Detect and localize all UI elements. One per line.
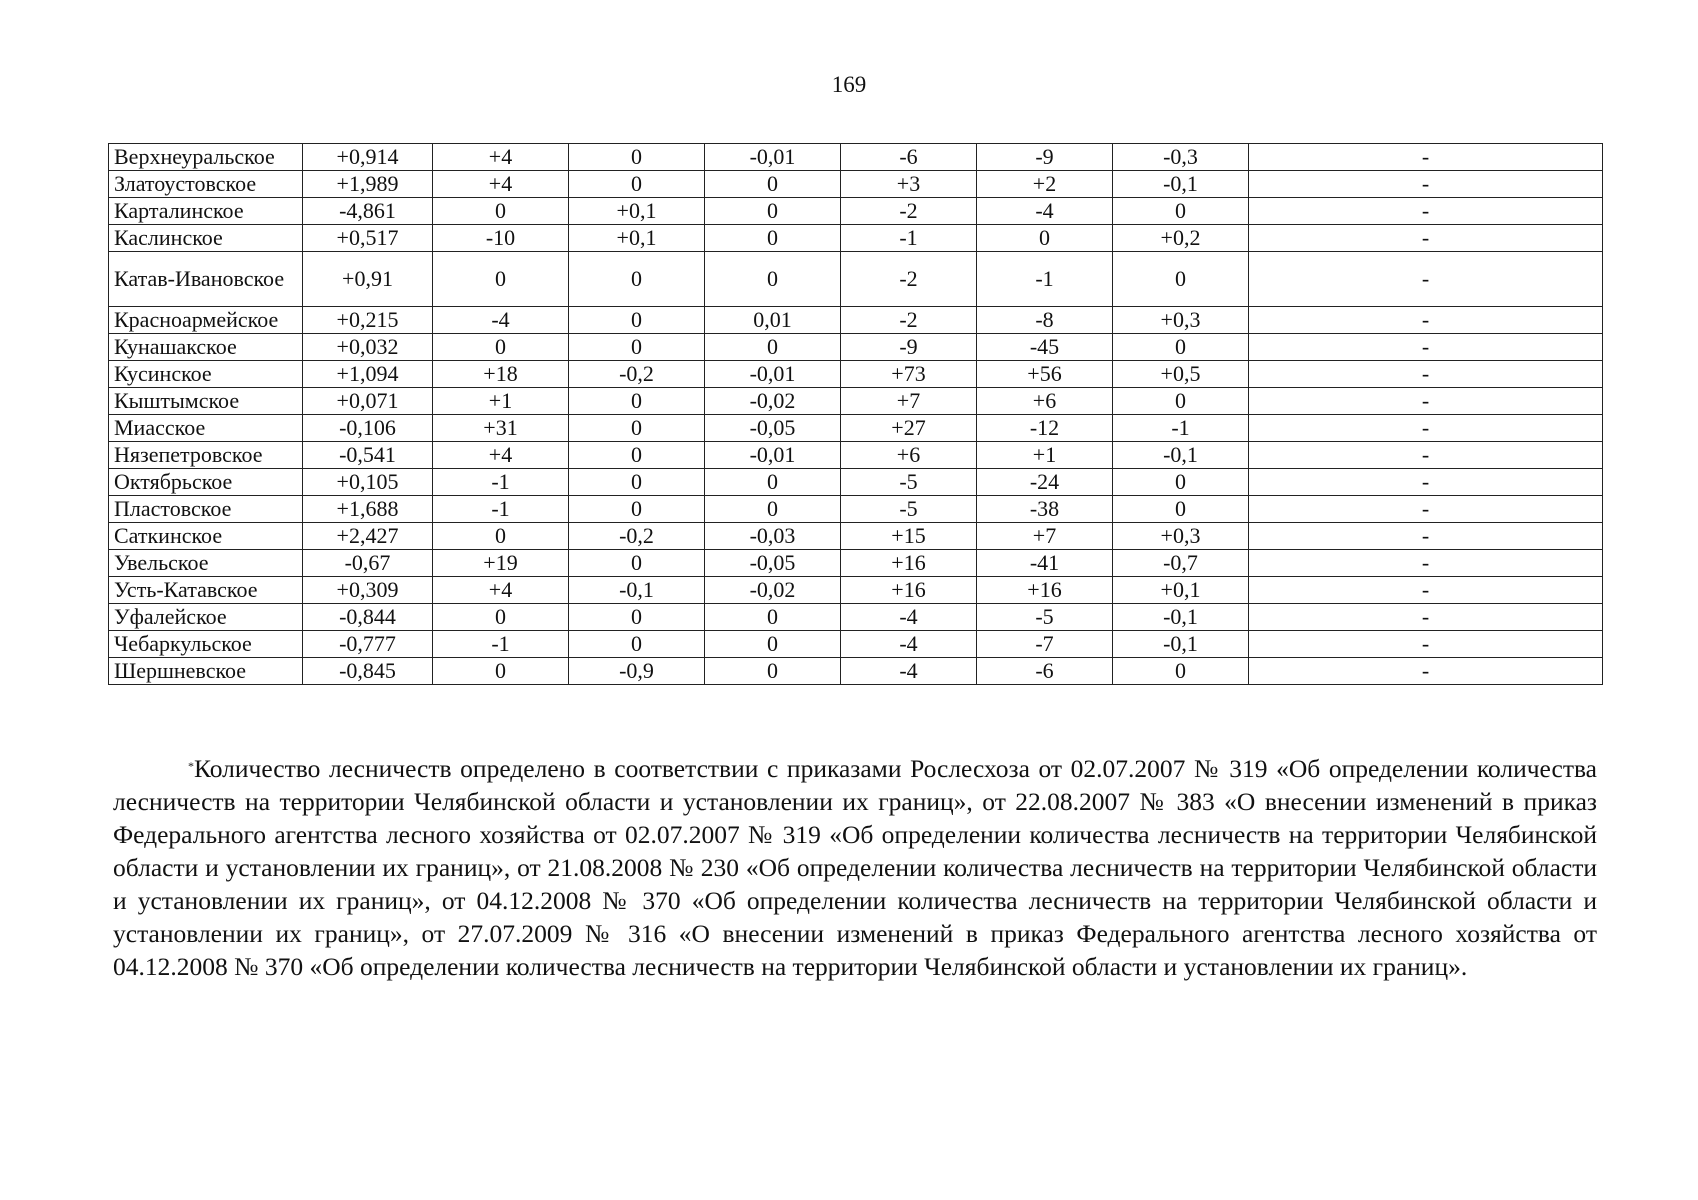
value-cell: 0,01	[705, 307, 841, 334]
forestry-name-cell: Кусинское	[109, 361, 303, 388]
value-cell: +73	[841, 361, 977, 388]
value-cell: +0,105	[303, 469, 433, 496]
value-cell: +27	[841, 415, 977, 442]
value-cell: -	[1249, 171, 1603, 198]
forestry-name-cell: Уфалейское	[109, 604, 303, 631]
value-cell: +0,3	[1113, 523, 1249, 550]
value-cell: 0	[569, 388, 705, 415]
value-cell: 0	[569, 171, 705, 198]
value-cell: 0	[569, 442, 705, 469]
table-row	[109, 550, 1603, 577]
value-cell: +6	[841, 442, 977, 469]
value-cell: -2	[841, 307, 977, 334]
table-row	[109, 415, 1603, 442]
value-cell: -6	[977, 658, 1113, 685]
value-cell: -1	[1113, 415, 1249, 442]
value-cell: -0,02	[705, 388, 841, 415]
value-cell: -4	[841, 658, 977, 685]
value-cell: -0,1	[569, 577, 705, 604]
value-cell: -0,3	[1113, 144, 1249, 171]
value-cell: -	[1249, 496, 1603, 523]
value-cell: -	[1249, 523, 1603, 550]
value-cell: 0	[1113, 334, 1249, 361]
value-cell: +1	[433, 388, 569, 415]
value-cell: -	[1249, 577, 1603, 604]
value-cell: 0	[569, 334, 705, 361]
value-cell: 0	[705, 469, 841, 496]
value-cell: -5	[977, 604, 1113, 631]
value-cell: -	[1249, 388, 1603, 415]
table-body	[109, 144, 1603, 685]
value-cell: -10	[433, 225, 569, 252]
value-cell: 0	[569, 604, 705, 631]
value-cell: +0,032	[303, 334, 433, 361]
table-row	[109, 334, 1603, 361]
value-cell: -	[1249, 604, 1603, 631]
value-cell: -0,844	[303, 604, 433, 631]
value-cell: +0,3	[1113, 307, 1249, 334]
value-cell: +0,1	[569, 198, 705, 225]
value-cell: -5	[841, 496, 977, 523]
value-cell: 0	[433, 198, 569, 225]
value-cell: -0,01	[705, 442, 841, 469]
value-cell: +4	[433, 144, 569, 171]
value-cell: -0,845	[303, 658, 433, 685]
value-cell: +0,215	[303, 307, 433, 334]
value-cell: +2	[977, 171, 1113, 198]
value-cell: -2	[841, 252, 977, 307]
value-cell: -4	[433, 307, 569, 334]
value-cell: 0	[705, 252, 841, 307]
table-row	[109, 388, 1603, 415]
value-cell: +0,91	[303, 252, 433, 307]
forestry-name-cell: Верхнеуральское	[109, 144, 303, 171]
value-cell: +1,688	[303, 496, 433, 523]
footnote-marker: *	[188, 759, 194, 773]
value-cell: -4	[841, 604, 977, 631]
value-cell: -6	[841, 144, 977, 171]
forestry-name-cell: Кунашакское	[109, 334, 303, 361]
table-row	[109, 307, 1603, 334]
value-cell: 0	[569, 631, 705, 658]
forestry-name-cell: Октябрьское	[109, 469, 303, 496]
footnote	[113, 752, 1597, 983]
value-cell: -12	[977, 415, 1113, 442]
value-cell: -	[1249, 631, 1603, 658]
value-cell: +0,517	[303, 225, 433, 252]
value-cell: 0	[1113, 469, 1249, 496]
value-cell: -4,861	[303, 198, 433, 225]
value-cell: -	[1249, 361, 1603, 388]
value-cell: -1	[433, 496, 569, 523]
value-cell: -0,67	[303, 550, 433, 577]
value-cell: -	[1249, 442, 1603, 469]
value-cell: 0	[433, 523, 569, 550]
forestry-name-cell: Каслинское	[109, 225, 303, 252]
table-row	[109, 171, 1603, 198]
value-cell: +0,1	[1113, 577, 1249, 604]
table-row	[109, 631, 1603, 658]
value-cell: 0	[433, 604, 569, 631]
value-cell: 0	[1113, 388, 1249, 415]
value-cell: -2	[841, 198, 977, 225]
value-cell: -24	[977, 469, 1113, 496]
forestry-name-cell: Усть-Катавское	[109, 577, 303, 604]
value-cell: +16	[977, 577, 1113, 604]
value-cell: +1	[977, 442, 1113, 469]
value-cell: -8	[977, 307, 1113, 334]
value-cell: -7	[977, 631, 1113, 658]
forestry-name-cell: Карталинское	[109, 198, 303, 225]
value-cell: -0,1	[1113, 442, 1249, 469]
value-cell: 0	[433, 252, 569, 307]
value-cell: 0	[705, 334, 841, 361]
forestry-name-cell: Нязепетровское	[109, 442, 303, 469]
forestry-name-cell: Чебаркульское	[109, 631, 303, 658]
value-cell: -9	[841, 334, 977, 361]
value-cell: +1,094	[303, 361, 433, 388]
value-cell: -0,01	[705, 144, 841, 171]
value-cell: -0,05	[705, 415, 841, 442]
value-cell: -0,1	[1113, 604, 1249, 631]
value-cell: -0,7	[1113, 550, 1249, 577]
value-cell: +7	[977, 523, 1113, 550]
page-number: 169	[831, 72, 867, 97]
value-cell: 0	[705, 496, 841, 523]
value-cell: +0,309	[303, 577, 433, 604]
value-cell: 0	[569, 415, 705, 442]
forestry-table	[108, 143, 1603, 685]
value-cell: 0	[433, 658, 569, 685]
value-cell: -	[1249, 252, 1603, 307]
value-cell: +18	[433, 361, 569, 388]
forestry-name-cell: Златоустовское	[109, 171, 303, 198]
value-cell: 0	[433, 334, 569, 361]
value-cell: -	[1249, 469, 1603, 496]
forestry-name-cell: Шершневское	[109, 658, 303, 685]
value-cell: +2,427	[303, 523, 433, 550]
value-cell: -1	[433, 631, 569, 658]
value-cell: 0	[977, 225, 1113, 252]
value-cell: +0,2	[1113, 225, 1249, 252]
value-cell: -	[1249, 415, 1603, 442]
value-cell: +0,071	[303, 388, 433, 415]
value-cell: -1	[841, 225, 977, 252]
value-cell: -0,05	[705, 550, 841, 577]
table-row	[109, 523, 1603, 550]
value-cell: 0	[569, 550, 705, 577]
footnote-text: Количество лесничеств определено в соответствии с приказами Рослесхоза от 02.07.2007 № 319 «Об определении количества лесничеств на территории Челябинской области и установлении их границ», от 22.08.2007 № 383 «О внесении изменений в приказ Федерального агентства лесного хозяйства от 02.07.2007 № 319 «Об определении количества лесничеств на территории Челябинской области и установлении их границ», от 21.08.2008 № 230 «Об определении количества лесничеств на территории Челябинской области и установлении их границ», от 04.12.2008 № 370 «Об определении количества лесничеств на территории Челябинской области и установлении их границ», от 27.07.2009 № 316 «О внесении изменений в приказ Федерального агентства лесного хозяйства от 04.12.2008 № 370 «Об определении количества лесничеств на территории Челябинской области и установлении их границ».	[113, 754, 1597, 981]
value-cell: +4	[433, 577, 569, 604]
value-cell: 0	[569, 144, 705, 171]
value-cell: -0,106	[303, 415, 433, 442]
value-cell: 0	[705, 631, 841, 658]
value-cell: 0	[1113, 496, 1249, 523]
value-cell: 0	[569, 307, 705, 334]
value-cell: -0,2	[569, 361, 705, 388]
value-cell: 0	[1113, 252, 1249, 307]
forestry-name-cell: Саткинское	[109, 523, 303, 550]
value-cell: 0	[705, 658, 841, 685]
value-cell: -0,1	[1113, 631, 1249, 658]
value-cell: -0,03	[705, 523, 841, 550]
forestry-name-cell: Пластовское	[109, 496, 303, 523]
value-cell: -4	[977, 198, 1113, 225]
value-cell: +7	[841, 388, 977, 415]
forestry-name-cell: Миасское	[109, 415, 303, 442]
value-cell: +3	[841, 171, 977, 198]
table-row	[109, 577, 1603, 604]
value-cell: +15	[841, 523, 977, 550]
value-cell: -0,9	[569, 658, 705, 685]
value-cell: +0,1	[569, 225, 705, 252]
forestry-name-cell: Красноармейское	[109, 307, 303, 334]
value-cell: -	[1249, 550, 1603, 577]
value-cell: -0,01	[705, 361, 841, 388]
table-row	[109, 252, 1603, 307]
value-cell: 0	[705, 198, 841, 225]
value-cell: -	[1249, 144, 1603, 171]
value-cell: -41	[977, 550, 1113, 577]
value-cell: -45	[977, 334, 1113, 361]
value-cell: +4	[433, 442, 569, 469]
value-cell: 0	[705, 604, 841, 631]
value-cell: -4	[841, 631, 977, 658]
value-cell: +16	[841, 577, 977, 604]
forestry-name-cell: Увельское	[109, 550, 303, 577]
value-cell: -	[1249, 198, 1603, 225]
table-row	[109, 658, 1603, 685]
table-row	[109, 604, 1603, 631]
value-cell: +6	[977, 388, 1113, 415]
value-cell: +19	[433, 550, 569, 577]
value-cell: +0,5	[1113, 361, 1249, 388]
value-cell: 0	[569, 252, 705, 307]
value-cell: +4	[433, 171, 569, 198]
value-cell: -0,1	[1113, 171, 1249, 198]
value-cell: -0,2	[569, 523, 705, 550]
value-cell: -	[1249, 307, 1603, 334]
value-cell: -	[1249, 334, 1603, 361]
value-cell: 0	[569, 469, 705, 496]
value-cell: -	[1249, 225, 1603, 252]
table-row	[109, 496, 1603, 523]
value-cell: -1	[977, 252, 1113, 307]
value-cell: -1	[433, 469, 569, 496]
table-row	[109, 225, 1603, 252]
value-cell: +56	[977, 361, 1113, 388]
value-cell: 0	[705, 225, 841, 252]
value-cell: +31	[433, 415, 569, 442]
value-cell: -5	[841, 469, 977, 496]
value-cell: -	[1249, 658, 1603, 685]
table-row	[109, 361, 1603, 388]
value-cell: 0	[705, 171, 841, 198]
table-row	[109, 442, 1603, 469]
value-cell: -38	[977, 496, 1113, 523]
value-cell: -0,02	[705, 577, 841, 604]
forestry-name-cell: Катав-Ивановское	[109, 252, 303, 307]
table-row	[109, 144, 1603, 171]
value-cell: 0	[569, 496, 705, 523]
value-cell: +16	[841, 550, 977, 577]
value-cell: -9	[977, 144, 1113, 171]
value-cell: 0	[1113, 658, 1249, 685]
value-cell: 0	[1113, 198, 1249, 225]
value-cell: -0,541	[303, 442, 433, 469]
value-cell: +1,989	[303, 171, 433, 198]
value-cell: -0,777	[303, 631, 433, 658]
table-row	[109, 198, 1603, 225]
value-cell: +0,914	[303, 144, 433, 171]
table-row	[109, 469, 1603, 496]
forestry-name-cell: Кыштымское	[109, 388, 303, 415]
